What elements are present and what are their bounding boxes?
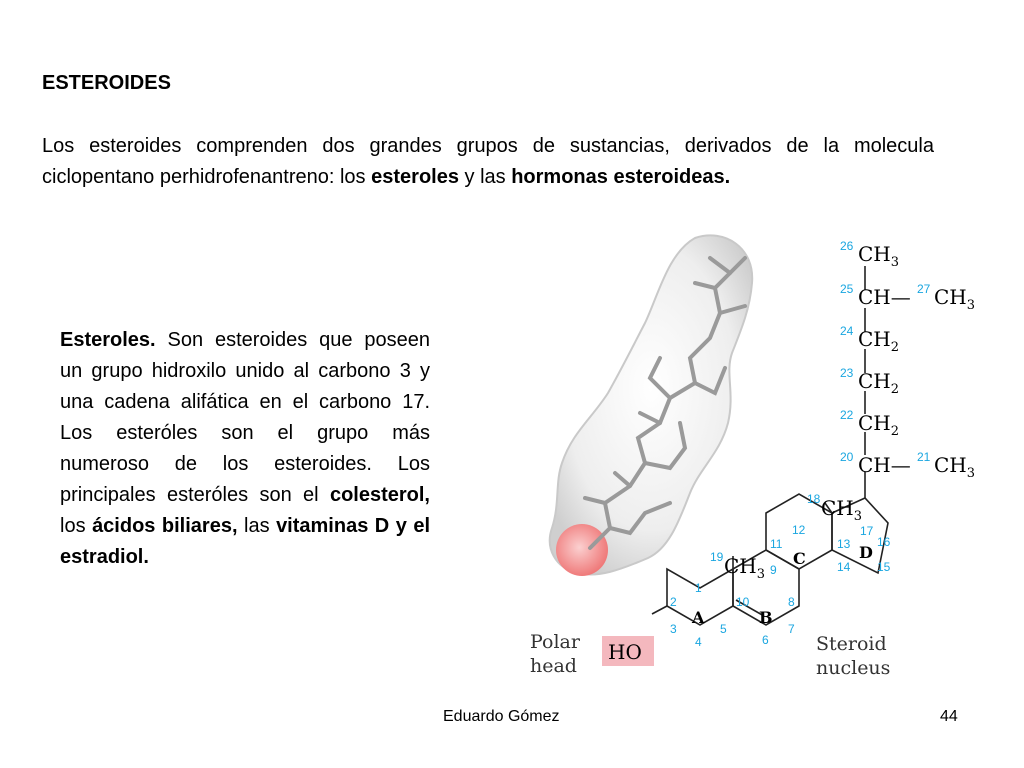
carbon-number: 16 bbox=[877, 535, 891, 549]
carbon-number-27: 27 bbox=[917, 282, 931, 296]
ring-label-d: D bbox=[859, 543, 873, 562]
carbon-number: 12 bbox=[792, 523, 806, 537]
cholesterol-figure bbox=[520, 228, 1000, 698]
carbon-number: 5 bbox=[720, 622, 727, 636]
space-filling-model bbox=[550, 235, 752, 576]
carbon-number-23: 23 bbox=[840, 366, 854, 380]
esteroles-text: los bbox=[60, 515, 93, 537]
carbon-number-20: 20 bbox=[840, 450, 854, 464]
ring-label-a: A bbox=[692, 608, 705, 627]
intro-text: Los esteroides comprenden dos grandes grupos de sustancias, derivados de la molecula ciclopentano perhidrofenantreno: los bbox=[42, 135, 934, 188]
carbon-number-19: 19 bbox=[710, 550, 724, 564]
carbon-number-21: 21 bbox=[917, 450, 931, 464]
bold-vitaminas: vitaminas D y el estradiol. bbox=[60, 515, 431, 568]
bold-colesterol: colesterol, bbox=[329, 484, 430, 506]
carbon-number-18: 18 bbox=[807, 492, 821, 506]
polar-head-label-1: Polar bbox=[530, 631, 580, 653]
chain-group-23: $CH_2$ bbox=[858, 369, 900, 397]
carbon-number: 17 bbox=[860, 524, 874, 538]
carbon-number: 14 bbox=[837, 560, 851, 574]
ho-label: HO bbox=[608, 640, 642, 664]
esteroles-heading: Esteroles. bbox=[60, 329, 156, 351]
carbon-number: 15 bbox=[877, 560, 891, 574]
side-chain bbox=[840, 239, 975, 481]
chain-group-21: $CH_3$ bbox=[934, 453, 976, 481]
methyl-19: $CH_3$ bbox=[724, 554, 766, 582]
slide-title: ESTEROIDES bbox=[42, 72, 171, 94]
carbon-number: 8 bbox=[788, 595, 795, 609]
footer-author: Eduardo Gómez bbox=[443, 708, 560, 725]
steroid-nucleus-label-1: Steroid bbox=[816, 633, 887, 655]
carbon-number-26: 26 bbox=[840, 239, 854, 253]
carbon-number: 2 bbox=[670, 595, 677, 609]
carbon-number: 6 bbox=[762, 633, 769, 647]
intro-text: y las bbox=[458, 166, 512, 188]
bold-acidos-biliares: ácidos biliares, bbox=[92, 515, 238, 537]
chain-group-25: CH— bbox=[858, 285, 911, 309]
methyl-18: $CH_3$ bbox=[821, 496, 863, 524]
intro-bold-hormonas: hormonas esteroideas. bbox=[511, 166, 731, 188]
ring-label-b: B bbox=[759, 608, 773, 627]
carbon-number: 9 bbox=[770, 563, 777, 577]
intro-bold-esteroles: esteroles bbox=[371, 166, 459, 188]
carbon-number: 10 bbox=[736, 595, 750, 609]
footer-page-number: 44 bbox=[940, 708, 958, 725]
carbon-number-22: 22 bbox=[840, 408, 854, 422]
chain-group-24: $CH_2$ bbox=[858, 327, 900, 355]
steroid-nucleus-label-2: nucleus bbox=[816, 657, 891, 679]
carbon-number-24: 24 bbox=[840, 324, 854, 338]
carbon-number-25: 25 bbox=[840, 282, 854, 296]
chain-group-27: $CH_3$ bbox=[934, 285, 976, 313]
intro-paragraph bbox=[42, 131, 934, 193]
carbon-number: 13 bbox=[837, 537, 851, 551]
esteroles-text: las bbox=[237, 515, 277, 537]
carbon-number: 7 bbox=[788, 622, 795, 636]
chain-group-22: $CH_2$ bbox=[858, 411, 900, 439]
ring-label-c: C bbox=[793, 549, 806, 568]
carbon-number: 3 bbox=[670, 622, 677, 636]
carbon-number: 1 bbox=[695, 581, 702, 595]
polar-head-label-2: head bbox=[530, 655, 577, 677]
carbon-number: 11 bbox=[770, 537, 783, 551]
esteroles-paragraph bbox=[60, 325, 430, 573]
carbon-number: 4 bbox=[695, 635, 702, 649]
chain-group-26: $CH_3$ bbox=[858, 242, 900, 270]
chain-group-20: CH— bbox=[858, 453, 911, 477]
esteroles-text: Son esteroides que poseen un grupo hidroxilo unido al carbono 3 y una cadena alifática en el carbono 17. Los esteróles son el grupo más numeroso de los esteroides. Los principales esteróles son el bbox=[60, 329, 430, 506]
